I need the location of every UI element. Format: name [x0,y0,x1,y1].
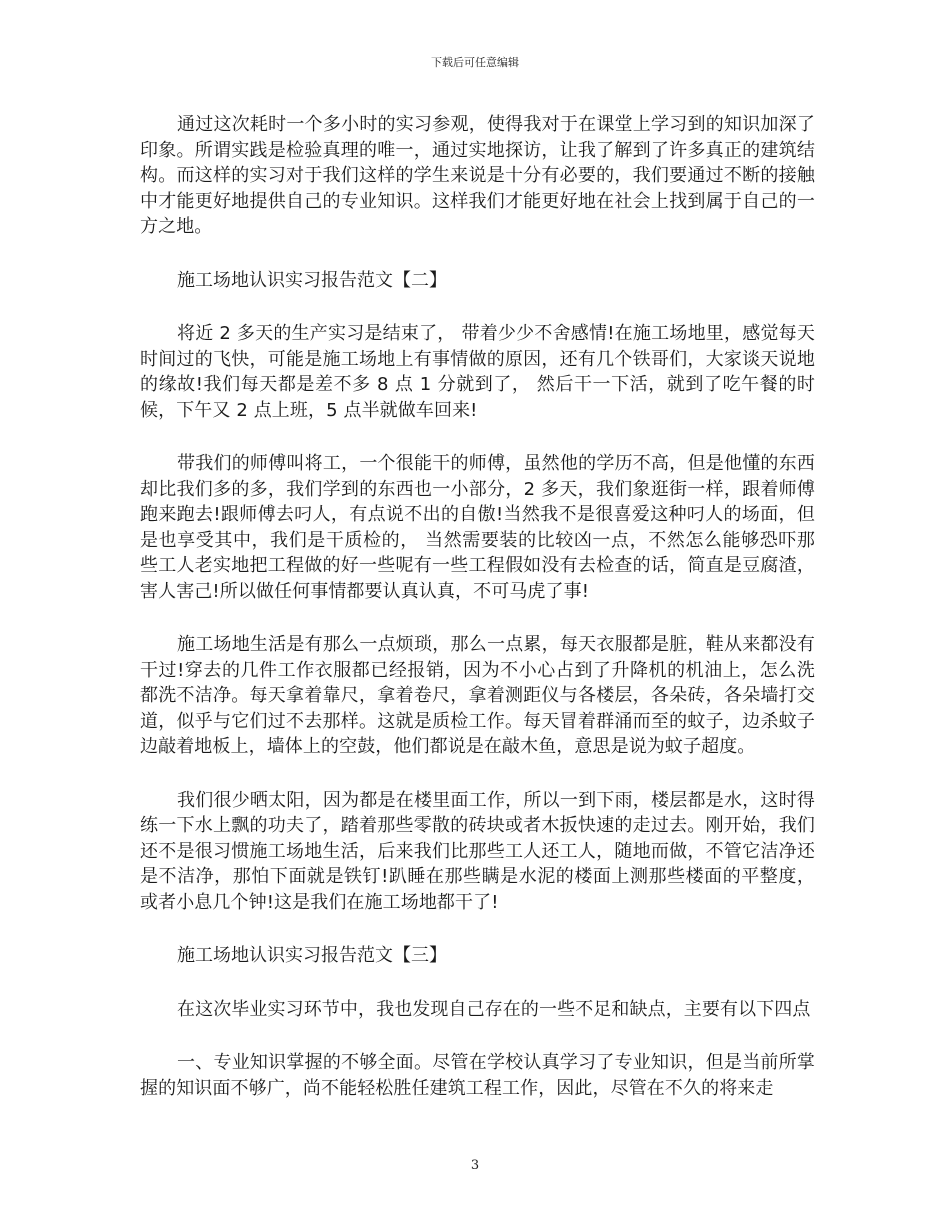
document-body [140,112,815,1129]
paragraph: 将近 2 多天的生产实习是结束了， 带着少少不舍感情!在施工场地里，感觉每天时间过的飞快，可能是施工场地上有事情做的原因，还有几个铁哥们，大家谈天说地的缘故!我们每天都是差不多 8 点 1 分就到了， 然后干一下活，就到了吃午餐的时候，下午又 2 点上班，5 点半就做车回来! [140,323,815,421]
paragraph: 在这次毕业实习环节中，我也发现自己存在的一些不足和缺点，主要有以下四点 [177,998,811,1020]
section-heading: 施工场地认识实习报告范文【三】 [177,945,447,966]
paragraph: 我们很少晒太阳，因为都是在楼里面工作，所以一到下雨，楼层都是水，这时得练一下水上飘的功夫了，踏着那些零散的砖块或者木扳快速的走过去。刚开始，我们还不是很习惯施工场地生活，后来我们比那些工人还工人，随地而做，不管它洁净还是不洁净，那怕下面就是铁钉!趴睡在那些瞒是水泥的楼面上测那些楼面的平整度，或者小息几个钟!这是我们在施工场地都干了! [140,789,815,913]
paragraph: 通过这次耗时一个多小时的实习参观，使得我对于在课堂上学习到的知识加深了印象。所谓实践是检验真理的唯一，通过实地探访，让我了解到了许多真正的建筑结构。而这样的实习对于我们这样的学生来说是十分有必要的，我们要通过不断的接触中才能更好地提供自己的专业知识。这样我们才能更好地在社会上找到属于自己的一方之地。 [140,114,815,237]
paragraph: 带我们的师傅叫将工，一个很能干的师傅，虽然他的学历不高，但是他懂的东西却比我们多的多，我们学到的东西也一小部分，2 多天，我们象逛街一样，跟着师傅跑来跑去!跟师傅去叼人，有点说不出的自傲!当然我不是很喜爱这种叼人的场面，但是也享受其中，我们是干质检的， 当然需要装的比较凶一点，不然怎么能够恐吓那些工人老实地把工程做的好一些呢有一些工程假如没有去检查的话，简直是豆腐渣，害人害己!所以做任何事情都要认真认真，不可马虎了事! [140,453,815,602]
section-heading: 施工场地认识实习报告范文【二】 [177,269,447,291]
page-header: 下载后可任意编辑 [431,56,519,69]
paragraph: 施工场地生活是有那么一点烦琐，那么一点累，每天衣服都是脏，鞋从来都没有干过!穿去的几件工作衣服都已经报销，因为不小心占到了升降机的机油上，怎么洗都洗不洁净。每天拿着靠尺，拿着卷尺，拿着测距仪与各楼层，各朵砖，各朵墙打交道，似乎与它们过不去那样。这就是质检工作。每天冒着群涌而至的蚊子，边杀蚊子边敲着地板上，墙体上的空鼓，他们都说是在敲木鱼，意思是说为蚊子超度。 [140,634,815,757]
page-number: 3 [470,1158,480,1173]
paragraph: 一、专业知识掌握的不够全面。尽管在学校认真学习了专业知识，但是当前所掌握的知识面不够广，尚不能轻松胜任建筑工程工作，因此，尽管在不久的将来走 [140,1052,815,1099]
